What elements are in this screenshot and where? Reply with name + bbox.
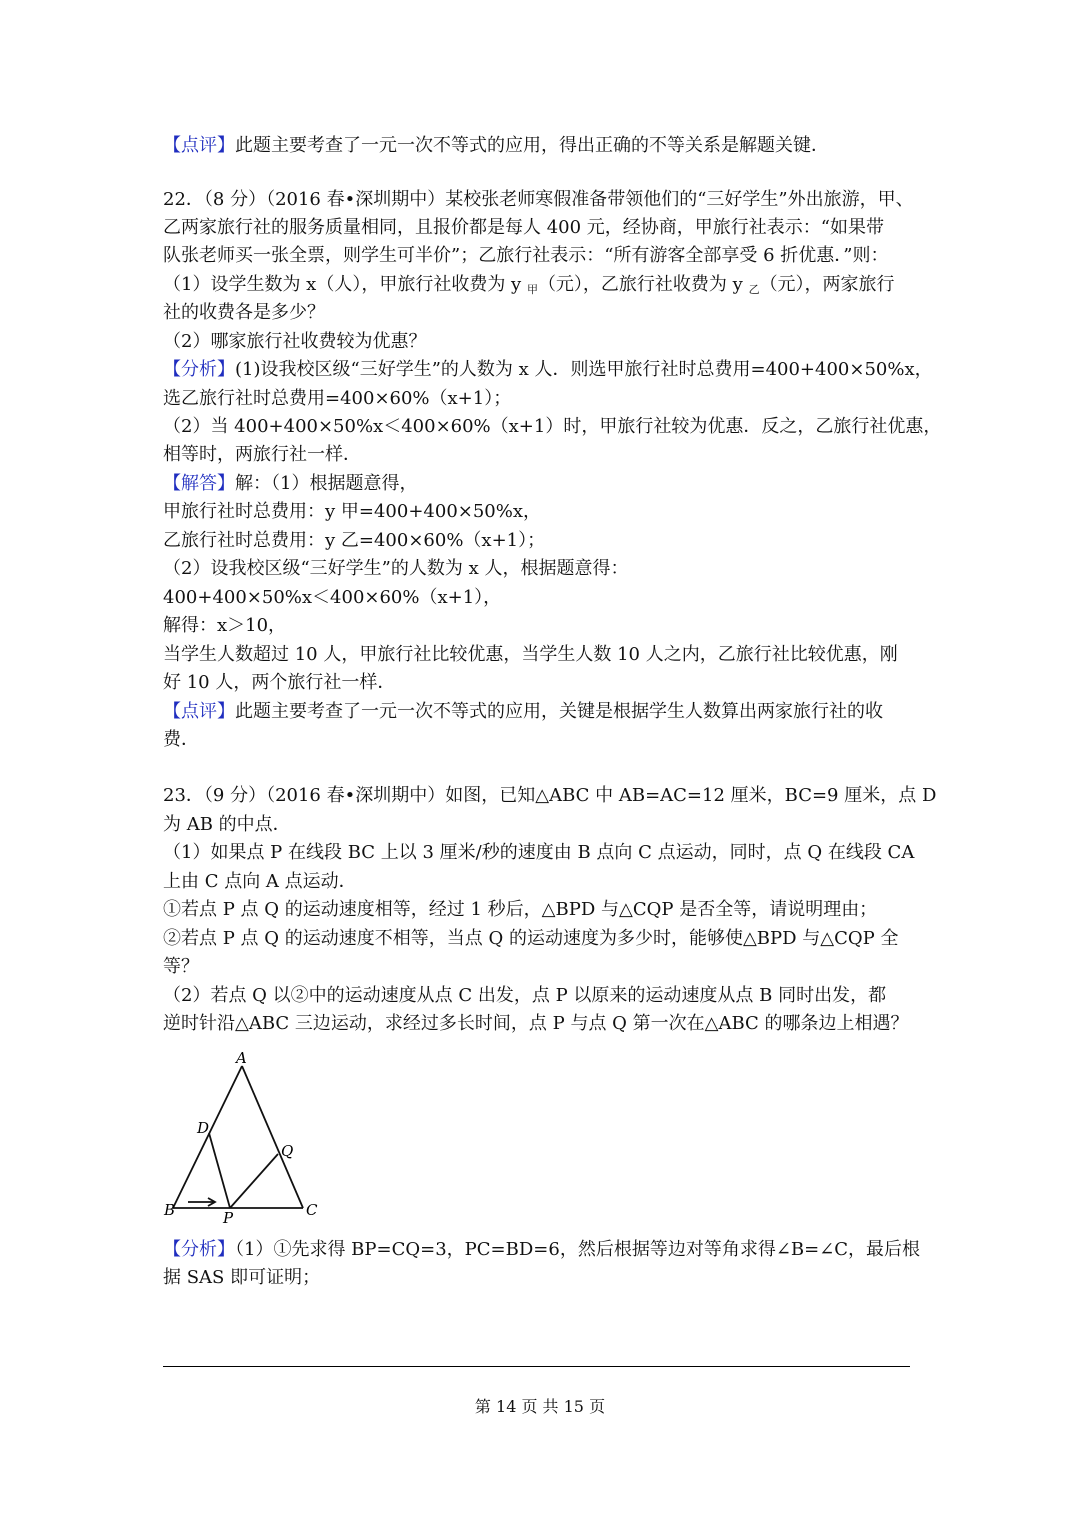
q23-line5: ①若点 P 点 Q 的运动速度相等，经过 1 秒后，△BPD 与△CQP 是否全等，请说明理由； <box>163 899 878 920</box>
answer-text: 解：（1）根据题意得， <box>235 473 418 494</box>
label-c: C <box>306 1201 318 1219</box>
segment-pq <box>230 1154 278 1208</box>
q22-line1: 22．（8 分）（2016 春•深圳期中）某校张老师寒假准备带领他们的“三好学生”外出旅游，甲、 <box>163 189 914 210</box>
q22-answer-line6: 解得：x＞10， <box>163 615 287 636</box>
segment-dp <box>209 1133 230 1208</box>
q22-line4-part2: （元），乙旅行社收费为 y <box>537 274 749 295</box>
q22-line4-part1: （1）设学生数为 x（人），甲旅行社收费为 y <box>163 274 527 295</box>
label-a: A <box>236 1049 247 1067</box>
q23-line8: （2）若点 Q 以②中的运动速度从点 C 出发，点 P 以原来的运动速度从点 B 同时出发，都 <box>163 985 887 1006</box>
q22-analysis-line2: 选乙旅行社时总费用=400×60%（x+1）； <box>163 388 512 409</box>
q22-line2: 乙两家旅行社的服务质量相同，且报价都是每人 400 元，经协商，甲旅行社表示：“如果带 <box>163 217 884 238</box>
label-d: D <box>197 1119 210 1137</box>
q23-line3: （1）如果点 P 在线段 BC 上以 3 厘米/秒的速度由 B 点向 C 点运动，同时，点 Q 在线段 CA <box>163 842 915 863</box>
subscript-jia: 甲 <box>526 283 538 296</box>
q23-analysis-line2: 据 SAS 即可证明； <box>163 1267 321 1288</box>
q22-analysis-line4: 相等时，两旅行社一样． <box>163 444 361 465</box>
q22-answer-line1 <box>163 470 923 498</box>
q23-line2: 为 AB 的中点． <box>163 814 291 835</box>
segment-ac <box>242 1066 303 1208</box>
q23-line4: 上由 C 点向 A 点运动． <box>163 871 357 892</box>
page-number: 第 14 页 共 15 页 <box>474 1397 606 1416</box>
q23-line9: 逆时针沿△ABC 三边运动，求经过多长时间，点 P 与点 Q 第一次在△ABC 的哪条边上相遇？ <box>163 1013 909 1034</box>
q22-analysis-line3: （2）当 400+400×50%x＜400×60%（x+1）时，甲旅行社较为优惠．反之，乙旅行社优惠， <box>163 416 942 437</box>
review-tag: 【点评】 <box>163 135 235 156</box>
q23-line1: 23．（9 分）（2016 春•深圳期中）如图，已知△ABC 中 AB=AC=12 厘米，BC=9 厘米，点 D <box>163 785 937 806</box>
triangle-figure <box>160 1048 330 1226</box>
q22-answer-line5: 400+400×50%x＜400×60%（x+1）， <box>163 587 502 608</box>
q22-answer-line4: （2）设我校区级“三好学生”的人数为 x 人，根据题意得： <box>163 558 629 579</box>
footer-rule <box>163 1366 910 1367</box>
q23-line6: ②若点 P 点 Q 的运动速度不相等，当点 Q 的运动速度为多少时，能够使△BPD 与△CQP 全 <box>163 928 899 949</box>
label-p: P <box>223 1209 234 1226</box>
q22-line5: 社的收费各是多少？ <box>163 302 325 323</box>
q22-analysis-line1 <box>163 356 933 384</box>
review-tag: 【点评】 <box>163 701 235 722</box>
review-q21 <box>163 132 923 160</box>
review-text: 此题主要考查了一元一次不等式的应用，关键是根据学生人数算出两家旅行社的收 <box>235 701 883 722</box>
analysis-tag: 【分析】 <box>163 359 235 380</box>
analysis-text: （1）①先求得 BP=CQ=3，PC=BD=6，然后根据等边对等角求得∠B=∠C，最后根 <box>235 1239 921 1260</box>
subscript-yi: 乙 <box>748 283 760 296</box>
q22-line6: （2）哪家旅行社收费较为优惠？ <box>163 331 427 352</box>
analysis-text: (1)设我校区级“三好学生”的人数为 x 人．则选甲旅行社时总费用=400+400×50%x， <box>235 359 933 380</box>
q23-line7: 等？ <box>163 956 199 977</box>
q22-answer-line7: 当学生人数超过 10 人，甲旅行社比较优惠，当学生人数 10 人之内，乙旅行社比较优惠，刚 <box>163 644 898 665</box>
q22-answer-line3: 乙旅行社时总费用：y 乙=400×60%（x+1）； <box>163 530 546 551</box>
q22-line4-part3: （元），两家旅行 <box>759 274 895 295</box>
q22-line3: 队张老师买一张全票，则学生可半价”；乙旅行社表示：“所有游客全部享受 6 折优惠．”则： <box>163 245 889 266</box>
q22-review-line2: 费． <box>163 729 199 750</box>
q22-answer-line8: 好 10 人，两个旅行社一样． <box>163 672 396 693</box>
q22-review-line1 <box>163 698 923 726</box>
q23-analysis-line1 <box>163 1236 923 1264</box>
analysis-tag: 【分析】 <box>163 1239 235 1260</box>
answer-tag: 【解答】 <box>163 473 235 494</box>
label-q: Q <box>281 1142 294 1160</box>
review-text: 此题主要考查了一元一次不等式的应用，得出正确的不等关系是解题关键． <box>235 135 829 156</box>
segment-ab <box>173 1066 242 1208</box>
label-b: B <box>164 1201 176 1219</box>
q22-answer-line2: 甲旅行社时总费用：y 甲=400+400×50%x， <box>163 501 542 522</box>
